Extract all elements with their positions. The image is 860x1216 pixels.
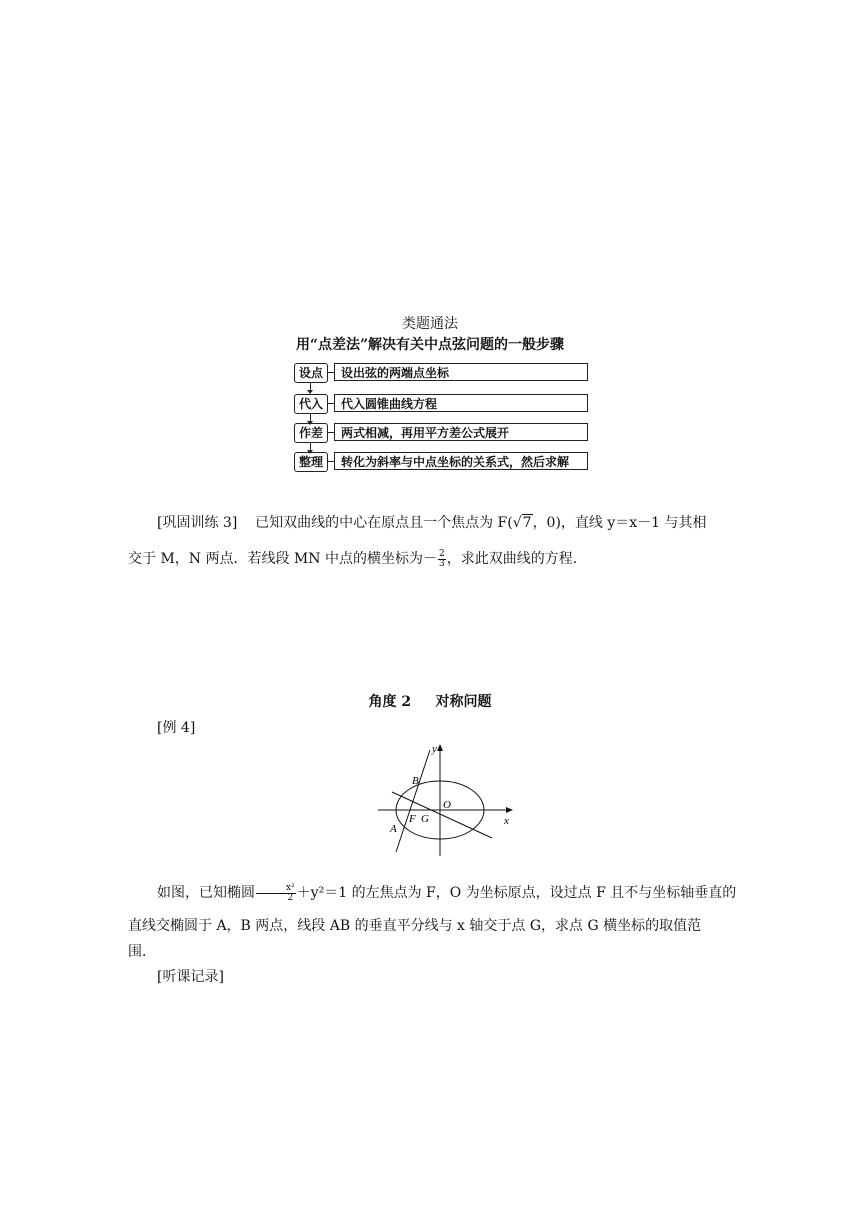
- y-axis-arrow-icon: [437, 744, 443, 751]
- step-connector: [327, 461, 334, 462]
- step-tag: 设点: [294, 363, 328, 383]
- fraction-denominator: 3: [438, 558, 445, 569]
- label-f: F: [409, 813, 416, 825]
- angle-heading: [0, 691, 860, 711]
- step-4: [294, 452, 590, 472]
- example-paragraph: [128, 878, 738, 908]
- step-desc: 两式相减，再用平方差公式展开: [334, 423, 588, 441]
- step-connector: [327, 372, 334, 373]
- step-desc: 设出弦的两端点坐标: [334, 363, 588, 381]
- step-desc: 转化为斜率与中点坐标的关系式，然后求解: [334, 452, 588, 470]
- fraction-denominator: 2: [287, 892, 294, 903]
- example-label: [例 4]: [157, 720, 196, 736]
- step-connector: [327, 403, 334, 404]
- step-tag: 整理: [294, 452, 328, 472]
- steps-flowchart: [294, 363, 594, 473]
- x-axis-arrow-icon: [506, 807, 513, 813]
- example-paragraph-line3: 围．: [128, 944, 156, 960]
- angle-heading-number: 角度 2: [368, 694, 412, 710]
- step-1: [294, 363, 590, 383]
- record-label: [听课记录]: [157, 969, 224, 985]
- step-tag: 代入: [294, 394, 328, 414]
- exercise-text: 交于 M，N 两点．若线段 MN 中点的横坐标为－: [128, 551, 437, 567]
- section-subtitle: 用“点差法”解决有关中点弦问题的一般步骤: [295, 337, 565, 353]
- sqrt-value: 7: [522, 515, 532, 531]
- section-title: 类题通法: [402, 316, 458, 332]
- example-text: 如图，已知椭圆: [157, 885, 255, 901]
- step-3: [294, 423, 590, 443]
- step-tag: 作差: [294, 423, 328, 443]
- arrow-down-icon: [310, 443, 311, 451]
- example-text: ＋y²＝1 的左焦点为 F，O 为坐标原点，设过点 F 且不与坐标轴垂直的: [296, 885, 737, 901]
- ellipse-figure: [370, 740, 520, 860]
- exercise-text: ，求此双曲线的方程．: [446, 551, 587, 567]
- exercise-text: ，0)，直线 y＝x－1 与其相: [532, 515, 707, 531]
- step-desc: 代入圆锥曲线方程: [334, 394, 588, 412]
- arrow-down-icon: [310, 383, 311, 391]
- label-g: G: [421, 813, 429, 825]
- fraction: [256, 884, 296, 903]
- sqrt-icon: √: [512, 515, 522, 531]
- fraction-numerator: x²: [256, 884, 296, 894]
- step-2: [294, 394, 590, 414]
- step-connector: [327, 432, 334, 433]
- label-a: A: [390, 823, 397, 835]
- exercise-text: 已知双曲线的中心在原点且一个焦点为 F(: [255, 515, 513, 531]
- label-b: B: [412, 775, 419, 787]
- angle-heading-topic: 对称问题: [435, 694, 492, 710]
- label-y: y: [432, 743, 437, 755]
- line-ab: [396, 750, 430, 852]
- label-o: O: [443, 799, 451, 811]
- fraction: [438, 550, 446, 569]
- exercise-label: [巩固训练 3]: [157, 515, 238, 531]
- exercise-paragraph: [128, 508, 738, 538]
- perpendicular-bisector: [392, 792, 492, 838]
- ellipse-figure-svg: [370, 740, 520, 860]
- arrow-down-icon: [310, 414, 311, 422]
- example-paragraph-line2: 直线交椭圆于 A，B 两点，线段 AB 的垂直平分线与 x 轴交于点 G，求点 G 横坐标的取值范: [128, 918, 702, 934]
- fraction-numerator: 2: [438, 548, 445, 559]
- label-x: x: [504, 815, 509, 827]
- exercise-paragraph-line2: [128, 544, 738, 574]
